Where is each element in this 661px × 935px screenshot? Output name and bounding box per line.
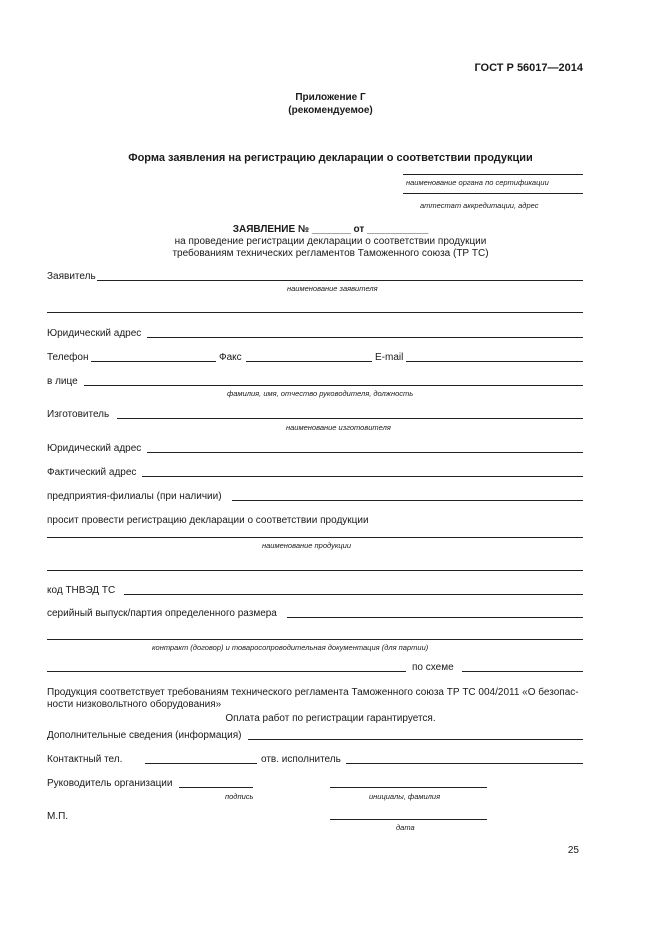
executor-field[interactable] [346, 763, 583, 764]
date-field[interactable] [330, 819, 487, 820]
initials-field[interactable] [330, 787, 487, 788]
accreditation-line [403, 193, 583, 194]
scheme-prefix-field[interactable] [47, 671, 406, 672]
initials-caption: инициалы, фамилия [369, 792, 441, 801]
email-label: E-mail [375, 352, 404, 363]
appendix-subtitle: (рекомендуемое) [288, 105, 373, 116]
contract-field[interactable] [47, 639, 583, 640]
branches-label: предприятия-филиалы (при наличии) [47, 491, 222, 502]
fax-field[interactable] [246, 361, 372, 362]
applicant-field[interactable] [97, 280, 583, 281]
application-heading: ЗАЯВЛЕНИЕ № _______ от ___________ [232, 224, 429, 235]
recipient-org-line [403, 174, 583, 175]
payment-text: Оплата работ по регистрации гарантируется. [225, 713, 436, 724]
person-label: в лице [47, 376, 78, 387]
applicant-field-2[interactable] [47, 312, 583, 313]
signature-field[interactable] [179, 787, 253, 788]
legal-address-field[interactable] [147, 337, 583, 338]
manufacturer-legal-address-field[interactable] [147, 452, 583, 453]
application-line-2: требованиям технических регламентов Таможенного союза (ТР ТС) [172, 248, 489, 259]
email-field[interactable] [406, 361, 583, 362]
product-field[interactable] [47, 537, 583, 538]
phone-field[interactable] [91, 361, 216, 362]
batch-label: серийный выпуск/партия определенного размера [47, 608, 277, 619]
page-number: 25 [567, 845, 579, 856]
appendix-title: Приложение Г [295, 92, 366, 103]
branches-field[interactable] [232, 500, 583, 501]
accreditation-caption: аттестат аккредитации, адрес [420, 201, 539, 210]
scheme-field[interactable] [462, 671, 583, 672]
contract-caption: контракт (договор) и товаросопроводительная документация (для партии) [152, 643, 429, 652]
phone-label: Телефон [47, 352, 89, 363]
product-field-2[interactable] [47, 570, 583, 571]
additional-field[interactable] [248, 739, 583, 740]
contact-phone-field[interactable] [145, 763, 257, 764]
product-caption: наименование продукции [262, 541, 352, 550]
manufacturer-legal-address-label: Юридический адрес [47, 443, 142, 454]
request-label: просит провести регистрацию декларации о соответствии продукции [47, 515, 369, 526]
batch-field[interactable] [287, 617, 583, 618]
manufacturer-label: Изготовитель [47, 409, 110, 420]
legal-address-label: Юридический адрес [47, 328, 142, 339]
fax-label: Факс [219, 352, 242, 363]
recipient-org-caption: наименование органа по сертификации [406, 178, 549, 187]
code-field[interactable] [124, 594, 583, 595]
code-label: код ТНВЭД ТС [47, 585, 116, 596]
actual-address-field[interactable] [142, 476, 583, 477]
conformity-text-1: Продукция соответствует требованиям технического регламента Таможенного союза ТР ТС 004/2011 «О безопас- [47, 687, 579, 698]
contact-phone-label: Контактный тел. [47, 754, 123, 765]
conformity-text-2: ности низковольтного оборудования» [47, 699, 222, 710]
actual-address-label: Фактический адрес [47, 467, 137, 478]
person-caption: фамилия, имя, отчество руководителя, должность [227, 389, 414, 398]
stamp-label: М.П. [47, 811, 69, 822]
manufacturer-caption: наименование изготовителя [286, 423, 391, 432]
head-label: Руководитель организации [47, 778, 173, 789]
applicant-label: Заявитель [47, 271, 96, 282]
additional-label: Дополнительные сведения (информация) [47, 730, 242, 741]
signature-caption: подпись [225, 792, 254, 801]
applicant-caption: наименование заявителя [287, 284, 378, 293]
person-field[interactable] [84, 385, 583, 386]
manufacturer-field[interactable] [117, 418, 583, 419]
form-title: Форма заявления на регистрацию декларации о соответствии продукции [128, 152, 533, 164]
application-line-1: на проведение регистрации декларации о соответствии продукции [174, 236, 487, 247]
date-caption: дата [396, 823, 415, 832]
scheme-label: по схеме [412, 662, 454, 673]
executor-label: отв. исполнитель [261, 754, 341, 765]
standard-number: ГОСТ Р 56017—2014 [474, 62, 583, 74]
